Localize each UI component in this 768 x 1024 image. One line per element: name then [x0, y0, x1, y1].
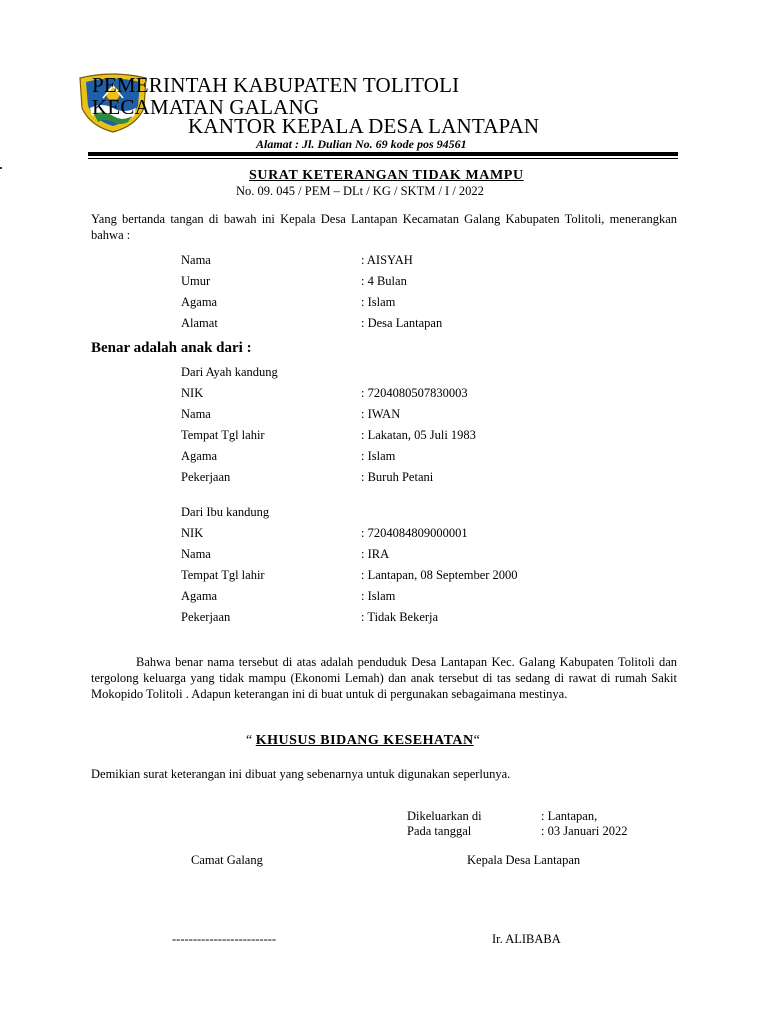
issued-place-label: Dikeluarkan di — [407, 809, 482, 823]
letter-number: No. 09. 045 / PEM – DLt / KG / SKTM / I / 2022 — [236, 184, 484, 198]
special-note-text: KHUSUS BIDANG KESEHATAN — [255, 733, 474, 748]
mother-name-value: : IRA — [361, 547, 390, 561]
father-religion-value: : Islam — [361, 449, 396, 463]
subject-address-label: Alamat — [181, 316, 218, 330]
header-rule-thin — [88, 158, 678, 159]
header-rule-thick — [88, 152, 678, 156]
subject-name-label: Nama — [181, 253, 211, 267]
issued-place-value: : Lantapan, — [541, 809, 598, 823]
parents-heading: Benar adalah anak dari : — [91, 340, 252, 356]
father-birth-value: : Lakatan, 05 Juli 1983 — [361, 428, 476, 442]
father-religion-label: Agama — [181, 449, 218, 463]
subject-name-value: : AISYAH — [361, 253, 413, 267]
mother-nik-value: : 7204084809000001 — [361, 526, 468, 540]
letter-title: SURAT KETERANGAN TIDAK MAMPU — [249, 168, 524, 183]
header-district: KECAMATAN GALANG — [92, 95, 320, 119]
subject-religion-label: Agama — [181, 295, 218, 309]
header-address: Alamat : Jl. Dulian No. 69 kode pos 94561 — [256, 137, 467, 151]
mother-religion-value: : Islam — [361, 589, 396, 603]
father-birth-label: Tempat Tgl lahir — [181, 428, 265, 442]
page-mark — [0, 167, 2, 169]
header-government: PEMERINTAH KABUPATEN TOLITOLI — [92, 73, 460, 97]
mother-job-label: Pekerjaan — [181, 610, 231, 624]
father-job-value: : Buruh Petani — [361, 470, 434, 484]
father-nik-value: : 7204080507830003 — [361, 386, 468, 400]
mother-job-value: : Tidak Bekerja — [361, 610, 439, 624]
subject-age-value: : 4 Bulan — [361, 274, 407, 288]
intro-paragraph: Yang bertanda tangan di bawah ini Kepala Desa Lantapan Kecamatan Galang Kabupaten Tolitoli, menerangkan bahwa : — [91, 212, 677, 242]
father-name-value: : IWAN — [361, 407, 401, 421]
special-note — [246, 733, 480, 749]
signature-left-title: Camat Galang — [191, 853, 263, 867]
father-name-label: Nama — [181, 407, 211, 421]
issued-date-value: : 03 Januari 2022 — [541, 824, 628, 838]
issued-date-label: Pada tanggal — [407, 824, 472, 838]
subject-address-value: : Desa Lantapan — [361, 316, 443, 330]
father-heading: Dari Ayah kandung — [181, 365, 278, 379]
father-job-label: Pekerjaan — [181, 470, 231, 484]
subject-age-label: Umur — [181, 274, 211, 288]
signature-left-name: ------------------------- — [172, 932, 277, 946]
mother-nik-label: NIK — [181, 526, 204, 540]
statement-paragraph: Bahwa benar nama tersebut di atas adalah penduduk Desa Lantapan Kec. Galang Kabupaten Tolitoli dan tergolong keluarga yang tidak mampu (Ekonomi Lemah) dan anak tersebut di tas sedang di rawat di rumah Sakit Mokopido Tolitoli . Adapun keterangan ini di buat untuk di pergunakan sebagaimana mestinya. — [91, 655, 677, 701]
mother-name-label: Nama — [181, 547, 211, 561]
subject-religion-value: : Islam — [361, 295, 396, 309]
signature-right-title: Kepala Desa Lantapan — [467, 853, 581, 867]
closing-sentence: Demikian surat keterangan ini dibuat yang sebenarnya untuk digunakan seperlunya. — [91, 767, 511, 781]
mother-heading: Dari Ibu kandung — [181, 505, 270, 519]
mother-birth-value: : Lantapan, 08 September 2000 — [361, 568, 518, 582]
special-close-quote: “ — [473, 733, 480, 748]
mother-religion-label: Agama — [181, 589, 218, 603]
signature-right-name: Ir. ALIBABA — [492, 932, 561, 946]
father-nik-label: NIK — [181, 386, 204, 400]
header-office: KANTOR KEPALA DESA LANTAPAN — [188, 114, 540, 138]
special-open-quote: “ — [246, 733, 256, 748]
mother-birth-label: Tempat Tgl lahir — [181, 568, 265, 582]
